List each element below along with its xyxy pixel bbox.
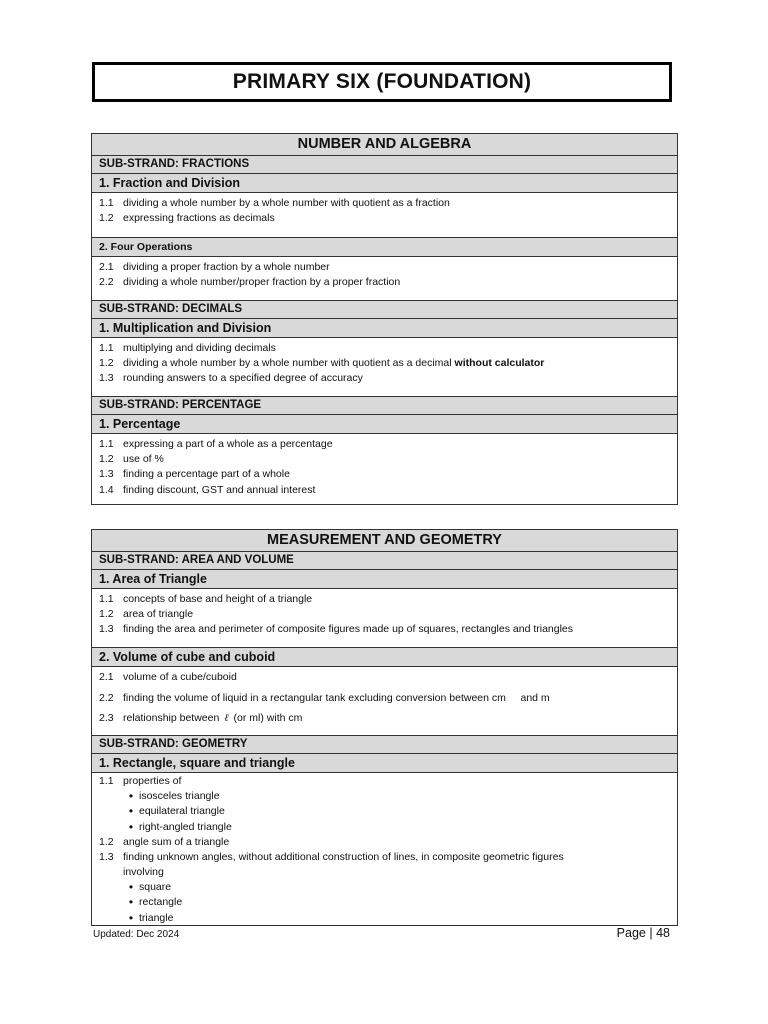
bullet-item: • triangle	[128, 910, 174, 925]
list-item: 1.1 concepts of base and height of a triangle	[99, 593, 313, 605]
list-item: 1.1 multiplying and dividing decimals	[99, 342, 276, 354]
sub-strand-area-volume: SUB-STRAND: AREA AND VOLUME	[92, 552, 677, 570]
topic-items	[92, 667, 677, 736]
topic-multiplication-division: 1. Multiplication and Division	[92, 319, 677, 338]
bullet-item: • isosceles triangle	[128, 789, 220, 804]
list-item: 2.1 dividing a proper fraction by a whole number	[99, 261, 330, 273]
topic-area-of-triangle: 1. Area of Triangle	[92, 570, 677, 589]
section-heading: MEASUREMENT AND GEOMETRY	[92, 530, 677, 552]
list-item: 1.3 rounding answers to a specified degree of accuracy	[99, 372, 363, 385]
list-item: 1.2 expressing fractions as decimals	[99, 212, 275, 225]
list-item-continuation: involving	[123, 866, 164, 879]
topic-items	[92, 338, 677, 397]
topic-rectangle-square-triangle: 1. Rectangle, square and triangle	[92, 754, 677, 773]
bullet-item: • right-angled triangle	[128, 819, 232, 834]
topic-items	[92, 773, 677, 926]
bullet-item: • square	[128, 880, 172, 895]
list-item: 1.2 area of triangle	[99, 608, 194, 621]
topic-volume-cube-cuboid: 2. Volume of cube and cuboid	[92, 648, 677, 667]
list-item: 1.1 dividing a whole number by a whole number with quotient as a fraction	[99, 197, 450, 209]
topic-items	[92, 589, 677, 648]
list-item: 1.1 properties of	[99, 775, 182, 787]
list-item: 1.1 expressing a part of a whole as a percentage	[99, 438, 333, 450]
list-item: 1.4 finding discount, GST and annual interest	[99, 483, 316, 496]
topic-items	[92, 257, 677, 301]
list-item: 1.3 finding a percentage part of a whole	[99, 468, 290, 481]
topic-items	[92, 193, 677, 238]
sub-strand-decimals: SUB-STRAND: DECIMALS	[92, 301, 677, 319]
list-item: 1.2 angle sum of a triangle	[99, 835, 230, 848]
sub-strand-percentage: SUB-STRAND: PERCENTAGE	[92, 397, 677, 415]
list-item: 1.3 finding the area and perimeter of composite figures made up of squares, rectangles and triangles	[99, 623, 574, 636]
list-item: 2.1 volume of a cube/cuboid	[99, 671, 237, 683]
sub-strand-geometry: SUB-STRAND: GEOMETRY	[92, 736, 677, 754]
list-item: 2.3 relationship between ℓ (or ml) with cm	[99, 712, 303, 724]
measurement-geometry-section	[91, 529, 678, 926]
bullet-item: • equilateral triangle	[128, 804, 225, 819]
list-item: 2.2 dividing a whole number/proper fraction by a proper fraction	[99, 276, 401, 289]
sub-strand-fractions: SUB-STRAND: FRACTIONS	[92, 156, 677, 174]
section-heading: NUMBER AND ALGEBRA	[92, 134, 677, 156]
bullet-item: • rectangle	[128, 895, 183, 910]
page-number: Page | 48	[616, 926, 670, 940]
updated-date: Updated: Dec 2024	[93, 929, 180, 940]
list-item: 1.2 use of %	[99, 453, 164, 466]
topic-four-operations: 2. Four Operations	[92, 238, 677, 257]
page-title: PRIMARY SIX (FOUNDATION)	[92, 62, 672, 102]
topic-items	[92, 434, 677, 508]
list-item: 1.2 dividing a whole number by a whole number with quotient as a decimal without calculator	[99, 357, 545, 370]
topic-percentage: 1. Percentage	[92, 415, 677, 434]
list-item: 2.2 finding the volume of liquid in a rectangular tank excluding conversion between cm and m	[99, 692, 550, 704]
list-item: 1.3 finding unknown angles, without additional construction of lines, in composite geometric figures	[99, 850, 564, 863]
litre-symbol: ℓ	[224, 712, 229, 724]
topic-fraction-division: 1. Fraction and Division	[92, 174, 677, 193]
number-algebra-section	[91, 133, 678, 505]
